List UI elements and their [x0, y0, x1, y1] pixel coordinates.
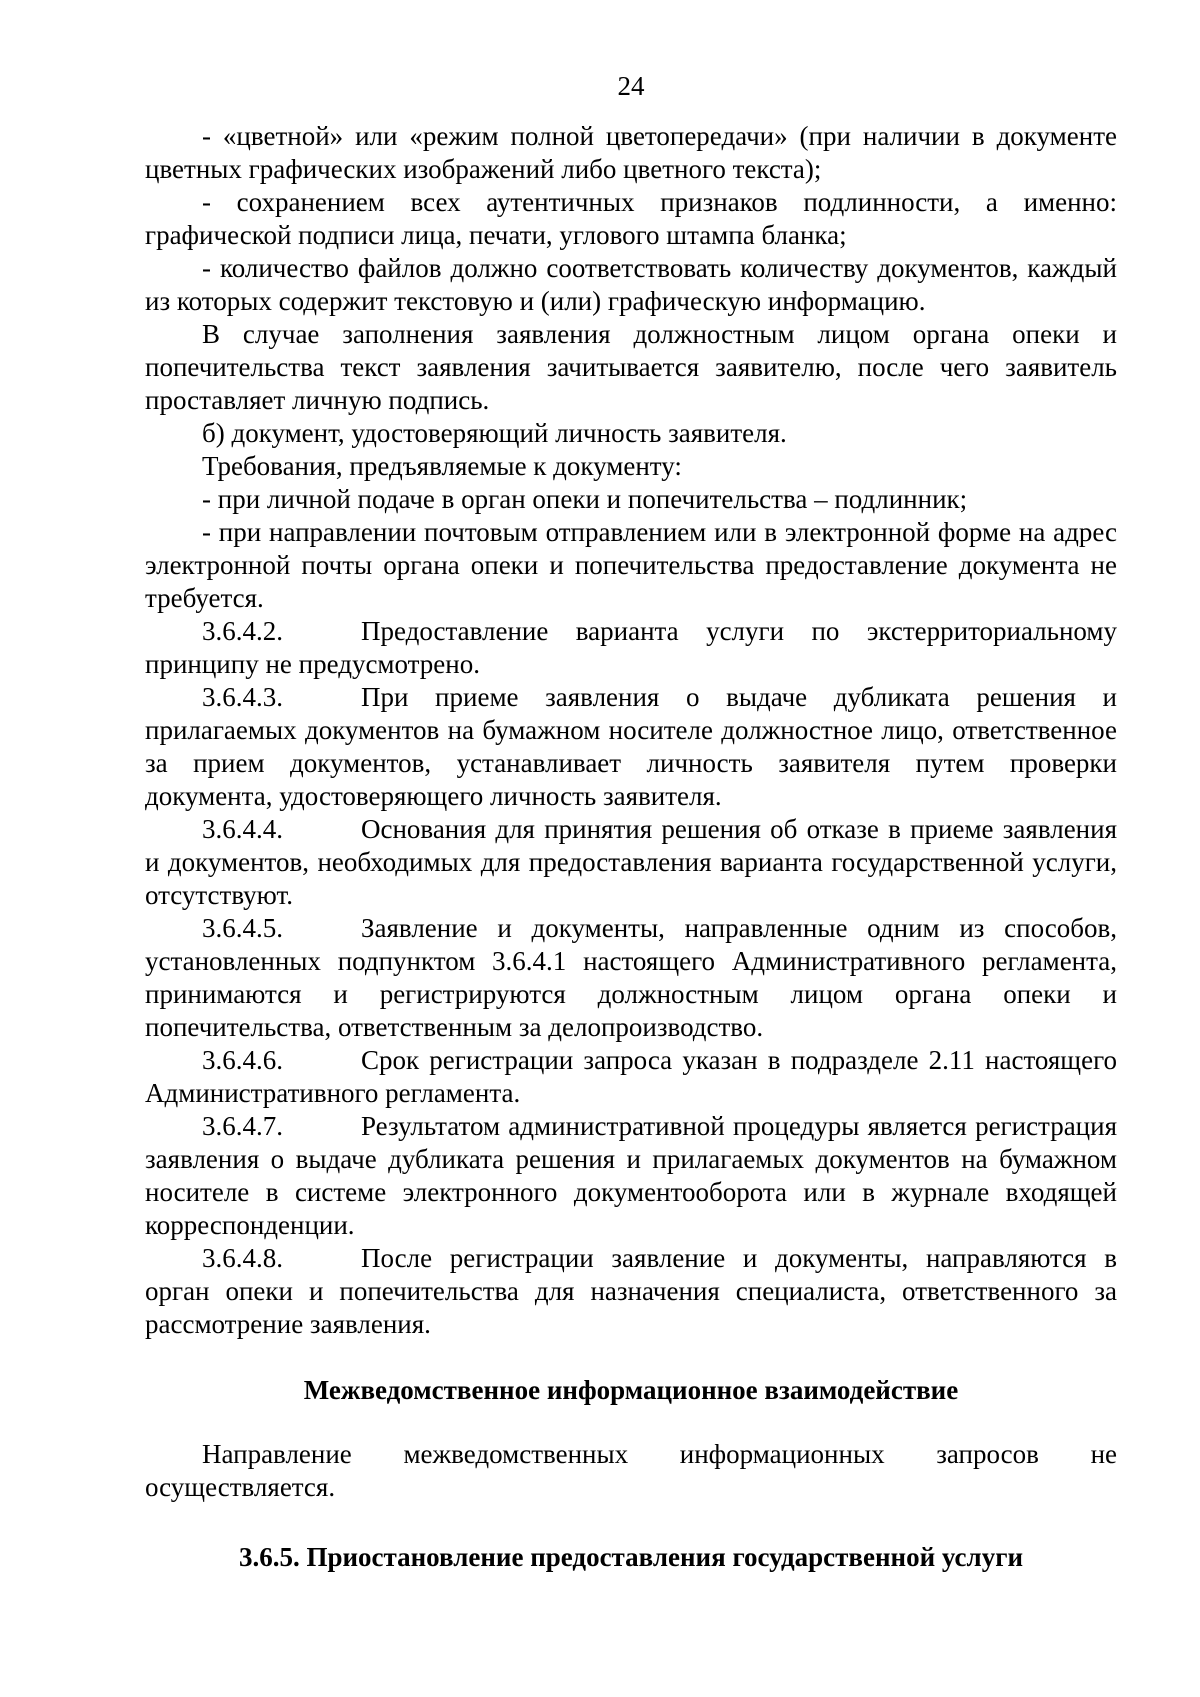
clause-number: 3.6.4.3. — [202, 682, 283, 712]
clause-text: Результатом административной процедуры является регистрация заявления о выдаче дубликата решения и прилагаемых документов на бумажном носителе в системе электронного документооборота или в журнале входящей корреспонденции. — [145, 1111, 1117, 1240]
clause-text: Основания для принятия решения об отказе в приеме заявления и документов, необходимых для предоставления варианта государственной услуги, отсутствуют. — [145, 814, 1117, 910]
clause-3-6-4-6 — [145, 1044, 1117, 1110]
clause-text: Заявление и документы, направленные одним из способов, установленных подпунктом 3.6.4.1 настоящего Административного регламента, принимаются и регистрируются должностным лицом органа опеки и попечительства, ответственным за делопроизводство. — [145, 913, 1117, 1042]
clause-number: 3.6.4.7. — [202, 1111, 283, 1141]
clause-text: Предоставление варианта услуги по экстерриториальному принципу не предусмотрено. — [145, 616, 1117, 679]
paragraph-identity-document: б) документ, удостоверяющий личность заявителя. — [202, 418, 787, 448]
page-number: 24 — [617, 71, 645, 101]
clause-3-6-4-8 — [145, 1242, 1117, 1341]
paragraph-color-mode: - «цветной» или «режим полной цветопередачи» (при наличии в документе цветных графических изображений либо цветного текста); — [145, 121, 1117, 184]
subsection-heading: 3.6.5. Приостановление предоставления государственной услуги — [238, 1542, 1024, 1572]
clause-number: 3.6.4.8. — [202, 1243, 283, 1273]
paragraph-authenticity: - сохранением всех аутентичных признаков подлинности, а именно: графической подписи лица, печати, углового штампа бланка; — [145, 187, 1117, 250]
clause-3-6-4-4 — [145, 813, 1117, 912]
clause-3-6-4-2 — [145, 615, 1117, 681]
paragraph-official-fill: В случае заполнения заявления должностным лицом органа опеки и попечительства текст заявления зачитывается заявителю, после чего заявитель проставляет личную подпись. — [145, 319, 1117, 415]
paragraph-file-count: - количество файлов должно соответствовать количеству документов, каждый из которых содержит текстовую и (или) графическую информацию. — [145, 253, 1117, 316]
clause-3-6-4-3 — [145, 681, 1117, 813]
paragraph-personal-submission: - при личной подаче в орган опеки и попечительства – подлинник; — [202, 484, 968, 514]
clause-number: 3.6.4.4. — [202, 814, 283, 844]
clause-3-6-4-7 — [145, 1110, 1117, 1242]
clause-text: Срок регистрации запроса указан в подразделе 2.11 настоящего Административного регламента. — [145, 1045, 1117, 1108]
clause-text: При приеме заявления о выдаче дубликата решения и прилагаемых документов на бумажном носителе должностное лицо, ответственное за прием документов, устанавливает личность заявителя путем проверки документа, удостоверяющего личность заявителя. — [145, 682, 1117, 811]
paragraph-postal-submission: - при направлении почтовым отправлением или в электронной форме на адрес электронной почты органа опеки и попечительства предоставление документа не требуется. — [145, 517, 1117, 613]
clause-number: 3.6.4.2. — [202, 616, 283, 646]
clause-number: 3.6.4.6. — [202, 1045, 283, 1075]
section-heading: Межведомственное информационное взаимодействие — [303, 1375, 959, 1405]
clause-text: После регистрации заявление и документы, направляются в орган опеки и попечительства для назначения специалиста, ответственного за рассмотрение заявления. — [145, 1243, 1117, 1339]
clause-number: 3.6.4.5. — [202, 913, 283, 943]
document-page — [145, 70, 1117, 1574]
clause-3-6-4-5 — [145, 912, 1117, 1044]
section-paragraph: Направление межведомственных информационных запросов не осуществляется. — [145, 1439, 1117, 1502]
paragraph-requirements: Требования, предъявляемые к документу: — [202, 451, 682, 481]
